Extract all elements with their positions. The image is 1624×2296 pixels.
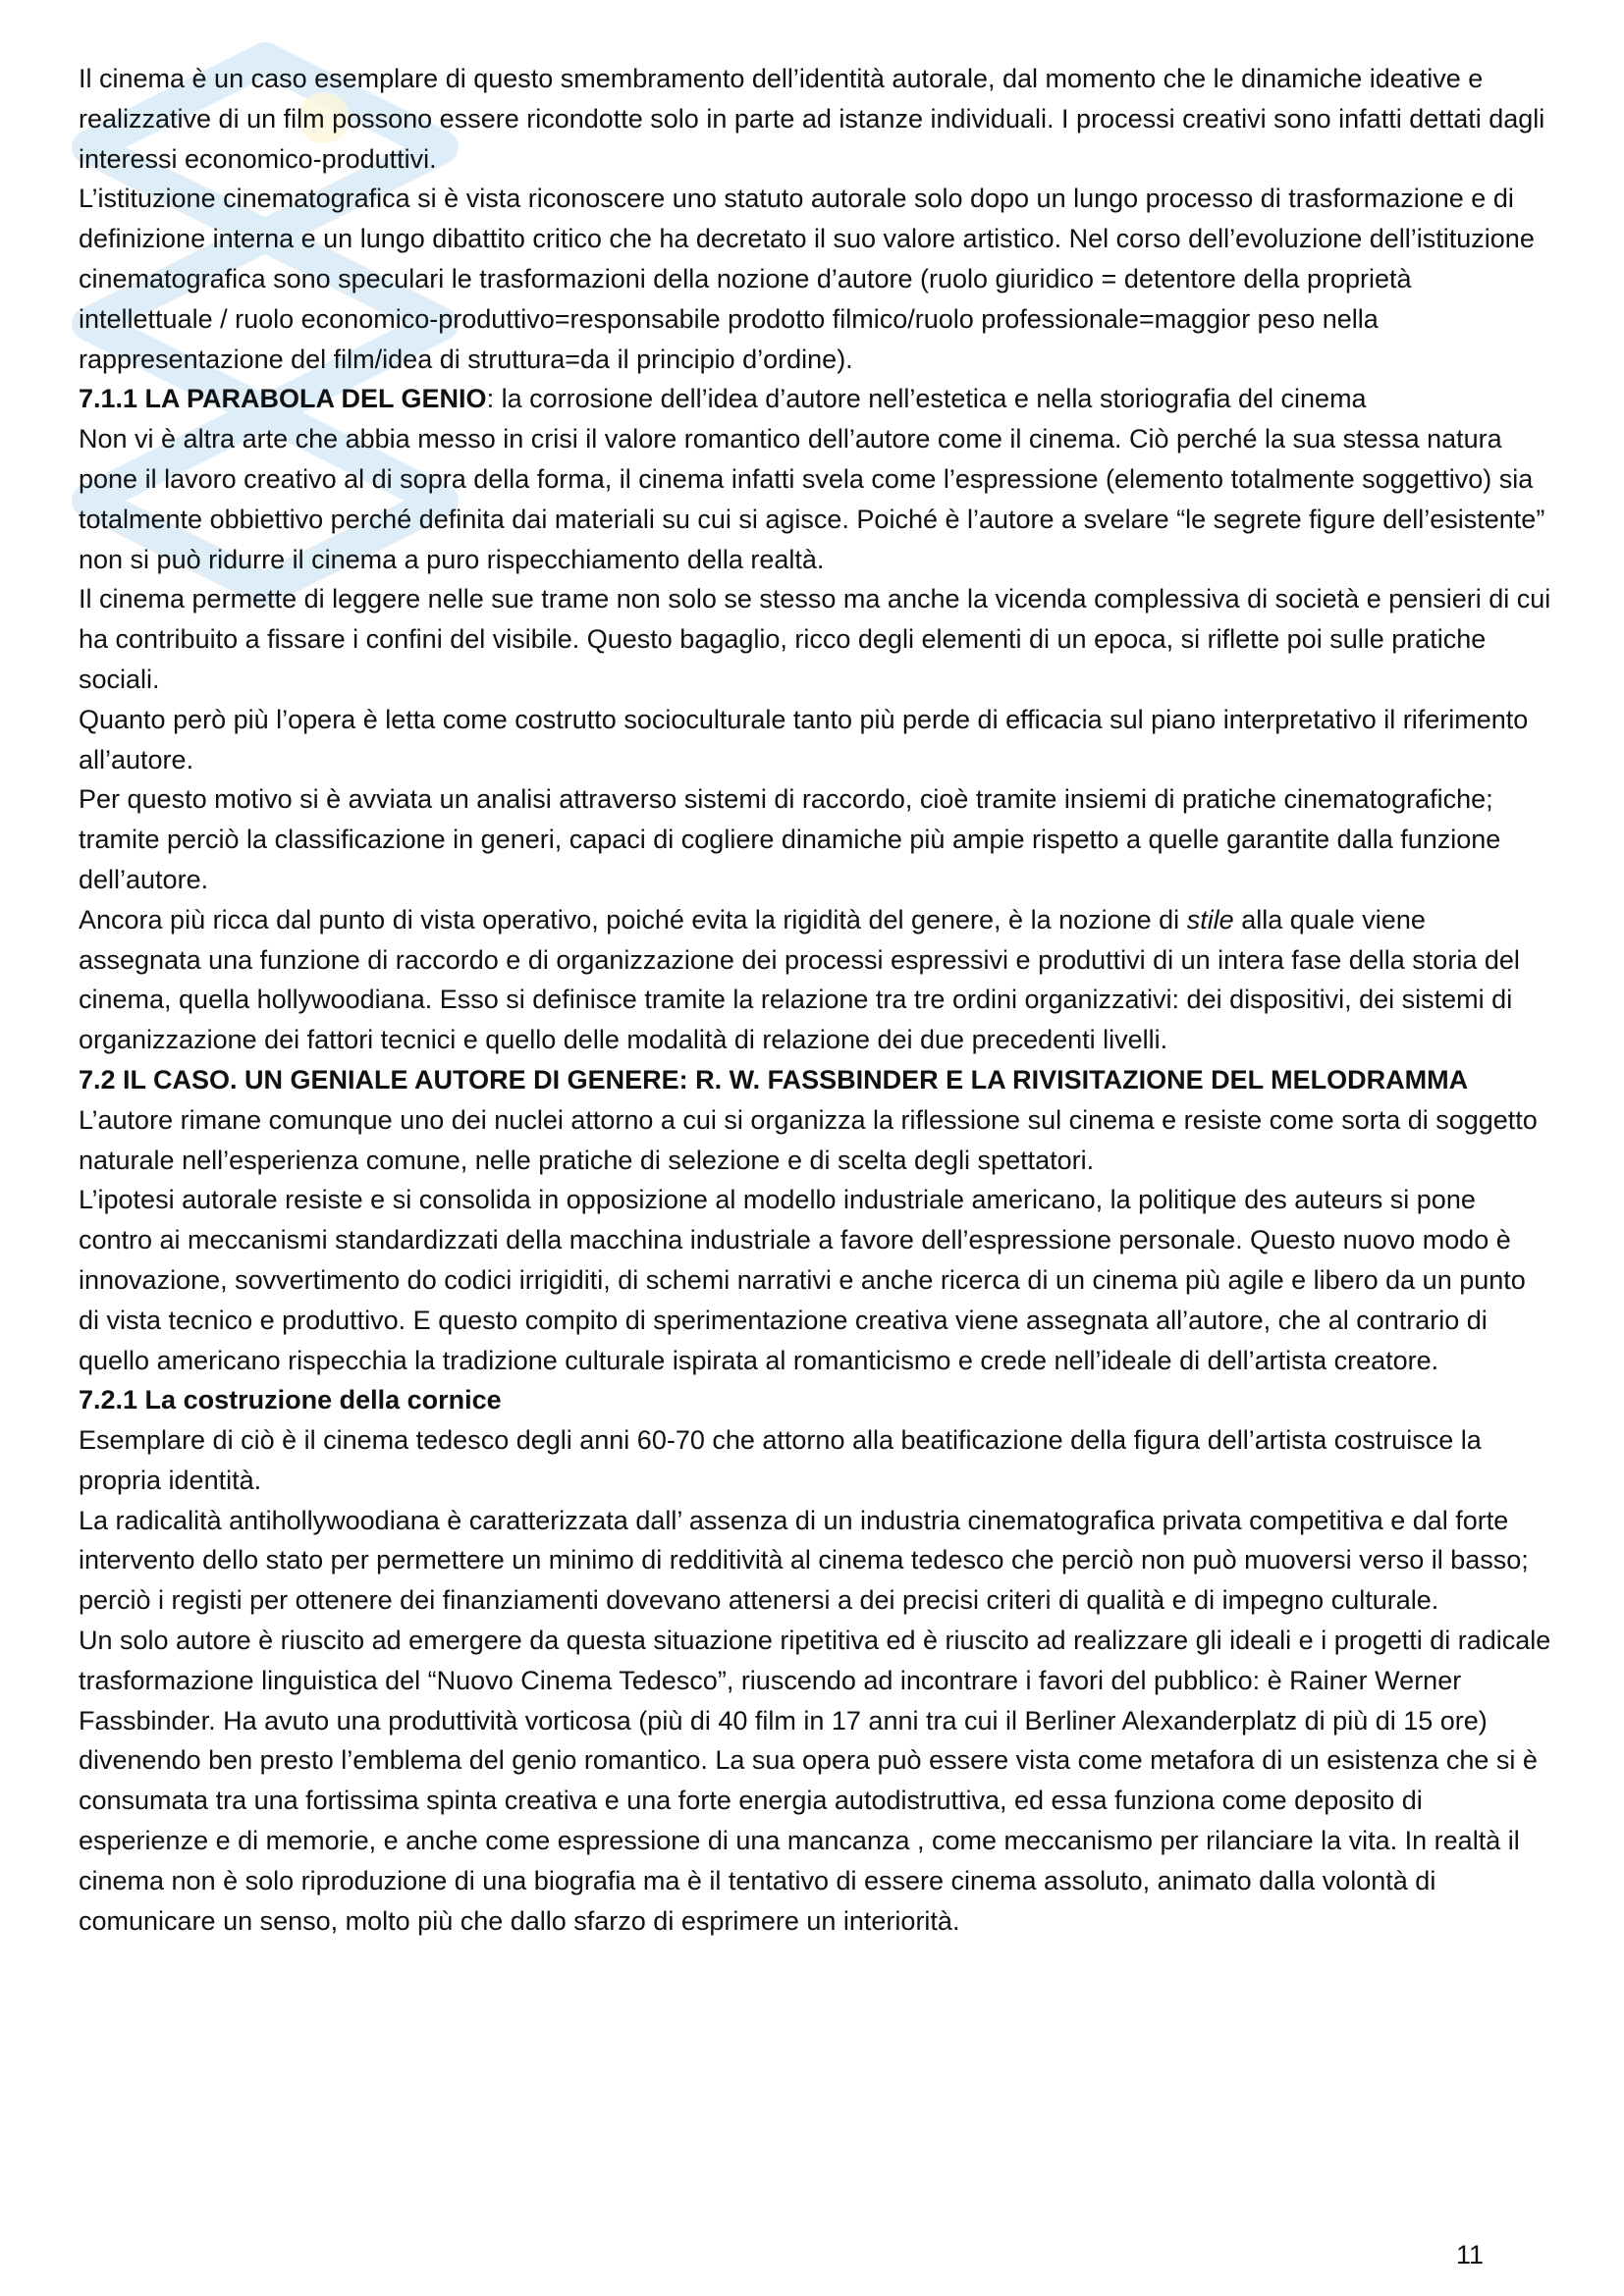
paragraph-nozione-stile-emphasis: stile	[1186, 904, 1234, 934]
paragraph-politique-des-auteurs: L’ipotesi autorale resiste e si consolida in opposizione al modello industriale americano, la politique des auteurs si pone contro ai meccanismi standardizzati della macchina industriale a favore dell’espressione personale. Questo nuovo modo è innovazione, sovvertimento do codici irrigiditi, di schemi narrativi e anche ricerca di un cinema più agile e libero da un punto di vista tecnico e produttivo. E questo compito di sperimentazione creativa viene assegnata all’autore, che al contrario di quello americano rispecchia la tradizione culturale ispirata al romanticismo e crede nell’ideale di dell’artista creatore.	[79, 1185, 1526, 1375]
paragraph-trame: Il cinema permette di leggere nelle sue trame non solo se stesso ma anche la vicenda complessiva di società e pensieri di cui ha contribuito a fissare i confini del visibile. Questo bagaglio, ricco degli elementi di un epoca, si riflette poi sulle pratiche sociali.	[79, 584, 1551, 694]
heading-7-2-title: 7.2 IL CASO. UN GENIALE AUTORE DI GENERE: R. W. FASSBINDER E LA RIVISITAZIONE DEL MELODRAMMA	[79, 1064, 1469, 1095]
paragraph-autore-nucleo: L’autore rimane comunque uno dei nuclei attorno a cui si organizza la riflessione sul cinema e resiste come sorta di soggetto naturale nell’esperienza comune, nelle pratiche di selezione e di scelta degli spettatori.	[79, 1104, 1538, 1175]
heading-7-1-1-subtitle: : la corrosione dell’idea d’autore nell’estetica e nella storiografia del cinema	[486, 384, 1367, 414]
paragraph-costrutto-socioculturale: Quanto però più l’opera è letta come costrutto socioculturale tanto più perde di efficacia sul piano interpretativo il riferimento all’autore.	[79, 704, 1529, 774]
document-body	[79, 59, 1551, 1941]
heading-7-2-1-title: 7.2.1 La costruzione della cornice	[79, 1385, 502, 1415]
paragraph-istituzione-cinematografica: L’istituzione cinematografica si è vista riconoscere uno statuto autorale solo dopo un lungo processo di trasformazione e di definizione interna e un lungo dibattito critico che ha decretato il suo valore artistico. Nel corso dell’evoluzione dell’istituzione cinematografica sono speculari le trasformazioni della nozione d’autore (ruolo giuridico = detentore della proprietà intellettuale / ruolo economico-produttivo=responsabile prodotto filmico/ruolo professionale=maggior peso nella rappresentazione del film/idea di struttura=da il principio d’ordine).	[79, 184, 1535, 374]
paragraph-nozione-stile-text-before: Ancora più ricca dal punto di vista operativo, poiché evita la rigidità del genere, è la nozione di	[79, 904, 1187, 934]
paragraph-fassbinder: Un solo autore è riuscito ad emergere da questa situazione ripetitiva ed è riuscito ad realizzare gli ideali e i progetti di radicale trasformazione linguistica del “Nuovo Cinema Tedesco”, riuscendo ad incontrare i favori del pubblico: è Rainer Werner Fassbinder. Ha avuto una produttività vorticosa (più di 40 film in 17 anni tra cui il Berliner Alexanderplatz di più di 15 ore) divenendo ben presto l’emblema del genio romantico. La sua opera può essere vista come metafora di un esistenza che si è consumata tra una fortissima spinta creativa e una forte energia autodistruttiva, ed essa funziona come deposito di esperienze e di memorie, e anche come espressione di una mancanza , come meccanismo per rilanciare la vita. In realtà il cinema non è solo riproduzione di una biografia ma è il tentativo di essere cinema assoluto, animato dalla volontà di comunicare un senso, molto più che dallo sfarzo di esprimere un interiorità.	[79, 1626, 1551, 1936]
heading-7-2-1	[79, 1380, 1551, 1420]
heading-7-2	[79, 1060, 1551, 1100]
paragraph-nozione-stile	[79, 900, 1551, 1060]
paragraph-radicalita-antihollywoodiana: La radicalità antihollywoodiana è caratterizzata dall’ assenza di un industria cinematografica privata competitiva e dal forte intervento dello stato per permettere un minimo di redditività al cinema tedesco che perciò non può muoversi verso il basso; perciò i registi per ottenere dei finanziamenti dovevano attenersi a dei precisi criteri di qualità e di impegno culturale.	[79, 1505, 1529, 1616]
page-number: 11	[1455, 2240, 1484, 2269]
paragraph-nozione-stile-text-after: alla quale viene assegnata una funzione di raccordo e di organizzazione dei processi espressivi e produttivi di un intera fase della storia del cinema, quella hollywoodiana. Esso si definisce tramite la relazione tra tre ordini organizzativi: dei dispositivi, dei sistemi di organizzazione dei fattori tecnici e quello delle modalità di relazione dei due precedenti livelli.	[79, 904, 1520, 1055]
heading-7-1-1	[79, 379, 1551, 419]
paragraph-sistemi-raccordo: Per questo motivo si è avviata un analisi attraverso sistemi di raccordo, cioè tramite insiemi di pratiche cinematografiche; tramite perciò la classificazione in generi, capaci di cogliere dinamiche più ampie rispetto a quelle garantite dalla funzione dell’autore.	[79, 784, 1501, 894]
paragraph-valore-romantico: Non vi è altra arte che abbia messo in crisi il valore romantico dell’autore come il cinema. Ciò perché la sua stessa natura pone il lavoro creativo al di sopra della forma, il cinema infatti svela come l’espressione (elemento totalmente soggettivo) sia totalmente obbiettivo perché definita dai materiali su cui si agisce. Poiché è l’autore a svelare “le segrete figure dell’esistente” non si può ridurre il cinema a puro rispecchiamento della realtà.	[79, 424, 1545, 574]
paragraph-cinema-tedesco: Esemplare di ciò è il cinema tedesco degli anni 60-70 che attorno alla beatificazione della figura dell’artista costruisce la propria identità.	[79, 1425, 1482, 1495]
heading-7-1-1-title: 7.1.1 LA PARABOLA DEL GENIO	[79, 384, 487, 414]
paragraph-cinema-autorialita: Il cinema è un caso esemplare di questo smembramento dell’identità autorale, dal momento che le dinamiche ideative e realizzative di un film possono essere ricondotte solo in parte ad istanze individuali. I processi creativi sono infatti dettati dagli interessi economico-produttivi.	[79, 64, 1545, 174]
